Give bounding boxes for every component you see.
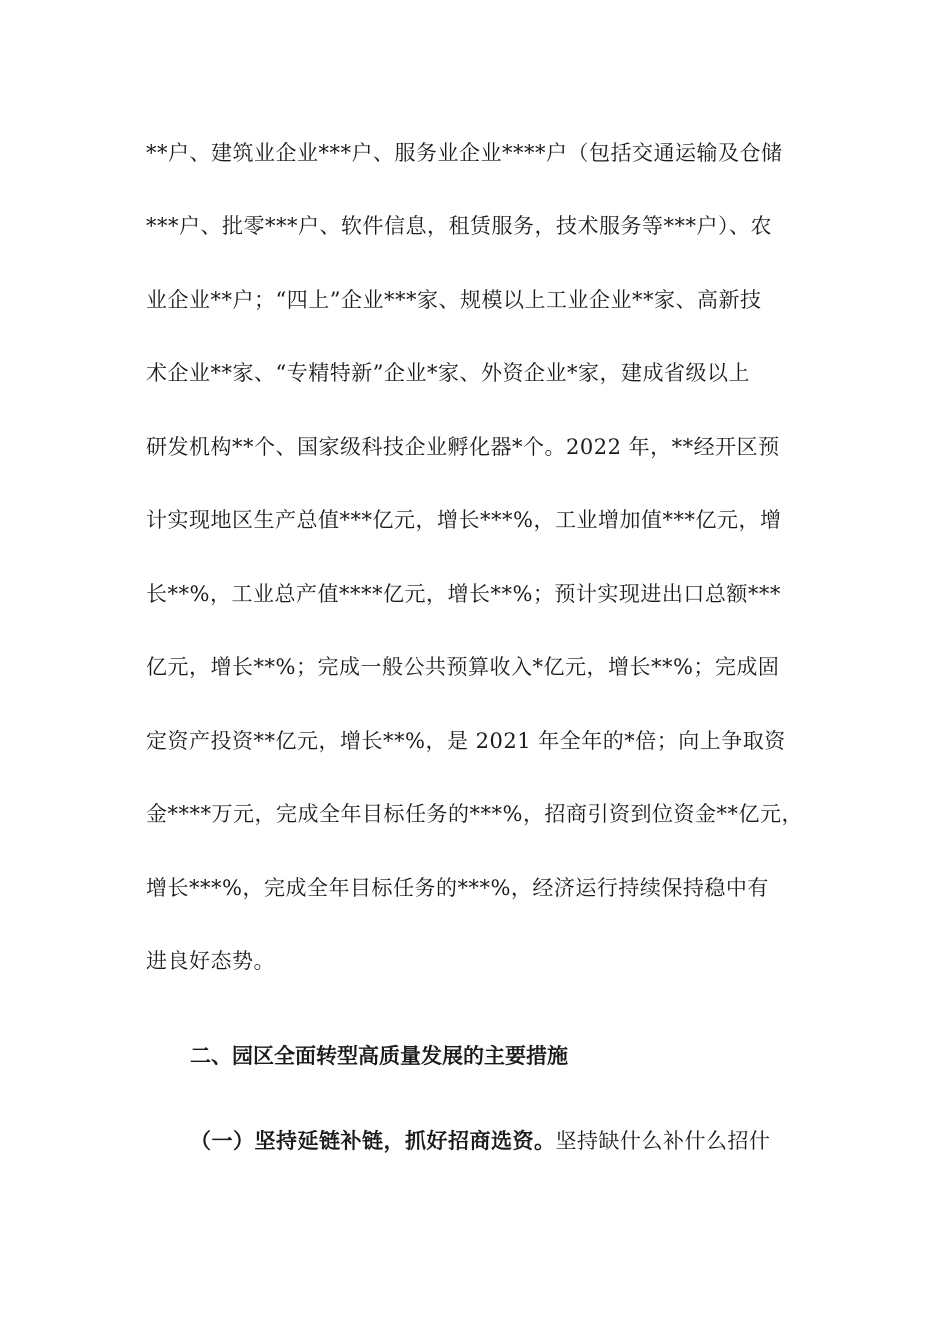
- paragraph-line: 研发机构**个、国家级科技企业孵化器*个。2022 年，**经开区预: [146, 435, 780, 459]
- paragraph-line: **户、建筑业企业***户、服务业企业****户（包括交通运输及仓储: [146, 141, 783, 165]
- paragraph-line: 定资产投资**亿元，增长**%，是 2021 年全年的*倍；向上争取资: [146, 729, 786, 753]
- section-heading: 二、园区全面转型高质量发展的主要措施: [190, 1044, 568, 1068]
- subsection-title: （一）坚持延链补链，抓好招商选资。: [190, 1129, 556, 1153]
- paragraph-line: 金****万元，完成全年目标任务的***%，招商引资到位资金**亿元，: [146, 802, 803, 826]
- subsection-body: 坚持缺什么补什么招什: [555, 1129, 771, 1153]
- subsection-line: [190, 1127, 870, 1155]
- paragraph-line: ***户、批零***户、软件信息，租赁服务，技术服务等***户）、农: [146, 214, 772, 238]
- paragraph-line: 亿元，增长**%；完成一般公共预算收入*亿元，增长**%；完成固: [146, 655, 780, 679]
- paragraph-line: 增长***%，完成全年目标任务的***%，经济运行持续保持稳中有: [146, 876, 769, 900]
- paragraph-line: 计实现地区生产总值***亿元，增长***%，工业增加值***亿元，增: [146, 508, 782, 532]
- paragraph-line: 业企业**户；“四上”企业***家、规模以上工业企业**家、高新技: [146, 288, 762, 312]
- paragraph-line: 长**%，工业总产值****亿元，增长**%；预计实现进出口总额***: [146, 582, 781, 606]
- paragraph-line: 进良好态势。: [146, 949, 275, 973]
- paragraph-line: 术企业**家、“专精特新”企业*家、外资企业*家，建成省级以上: [146, 361, 750, 385]
